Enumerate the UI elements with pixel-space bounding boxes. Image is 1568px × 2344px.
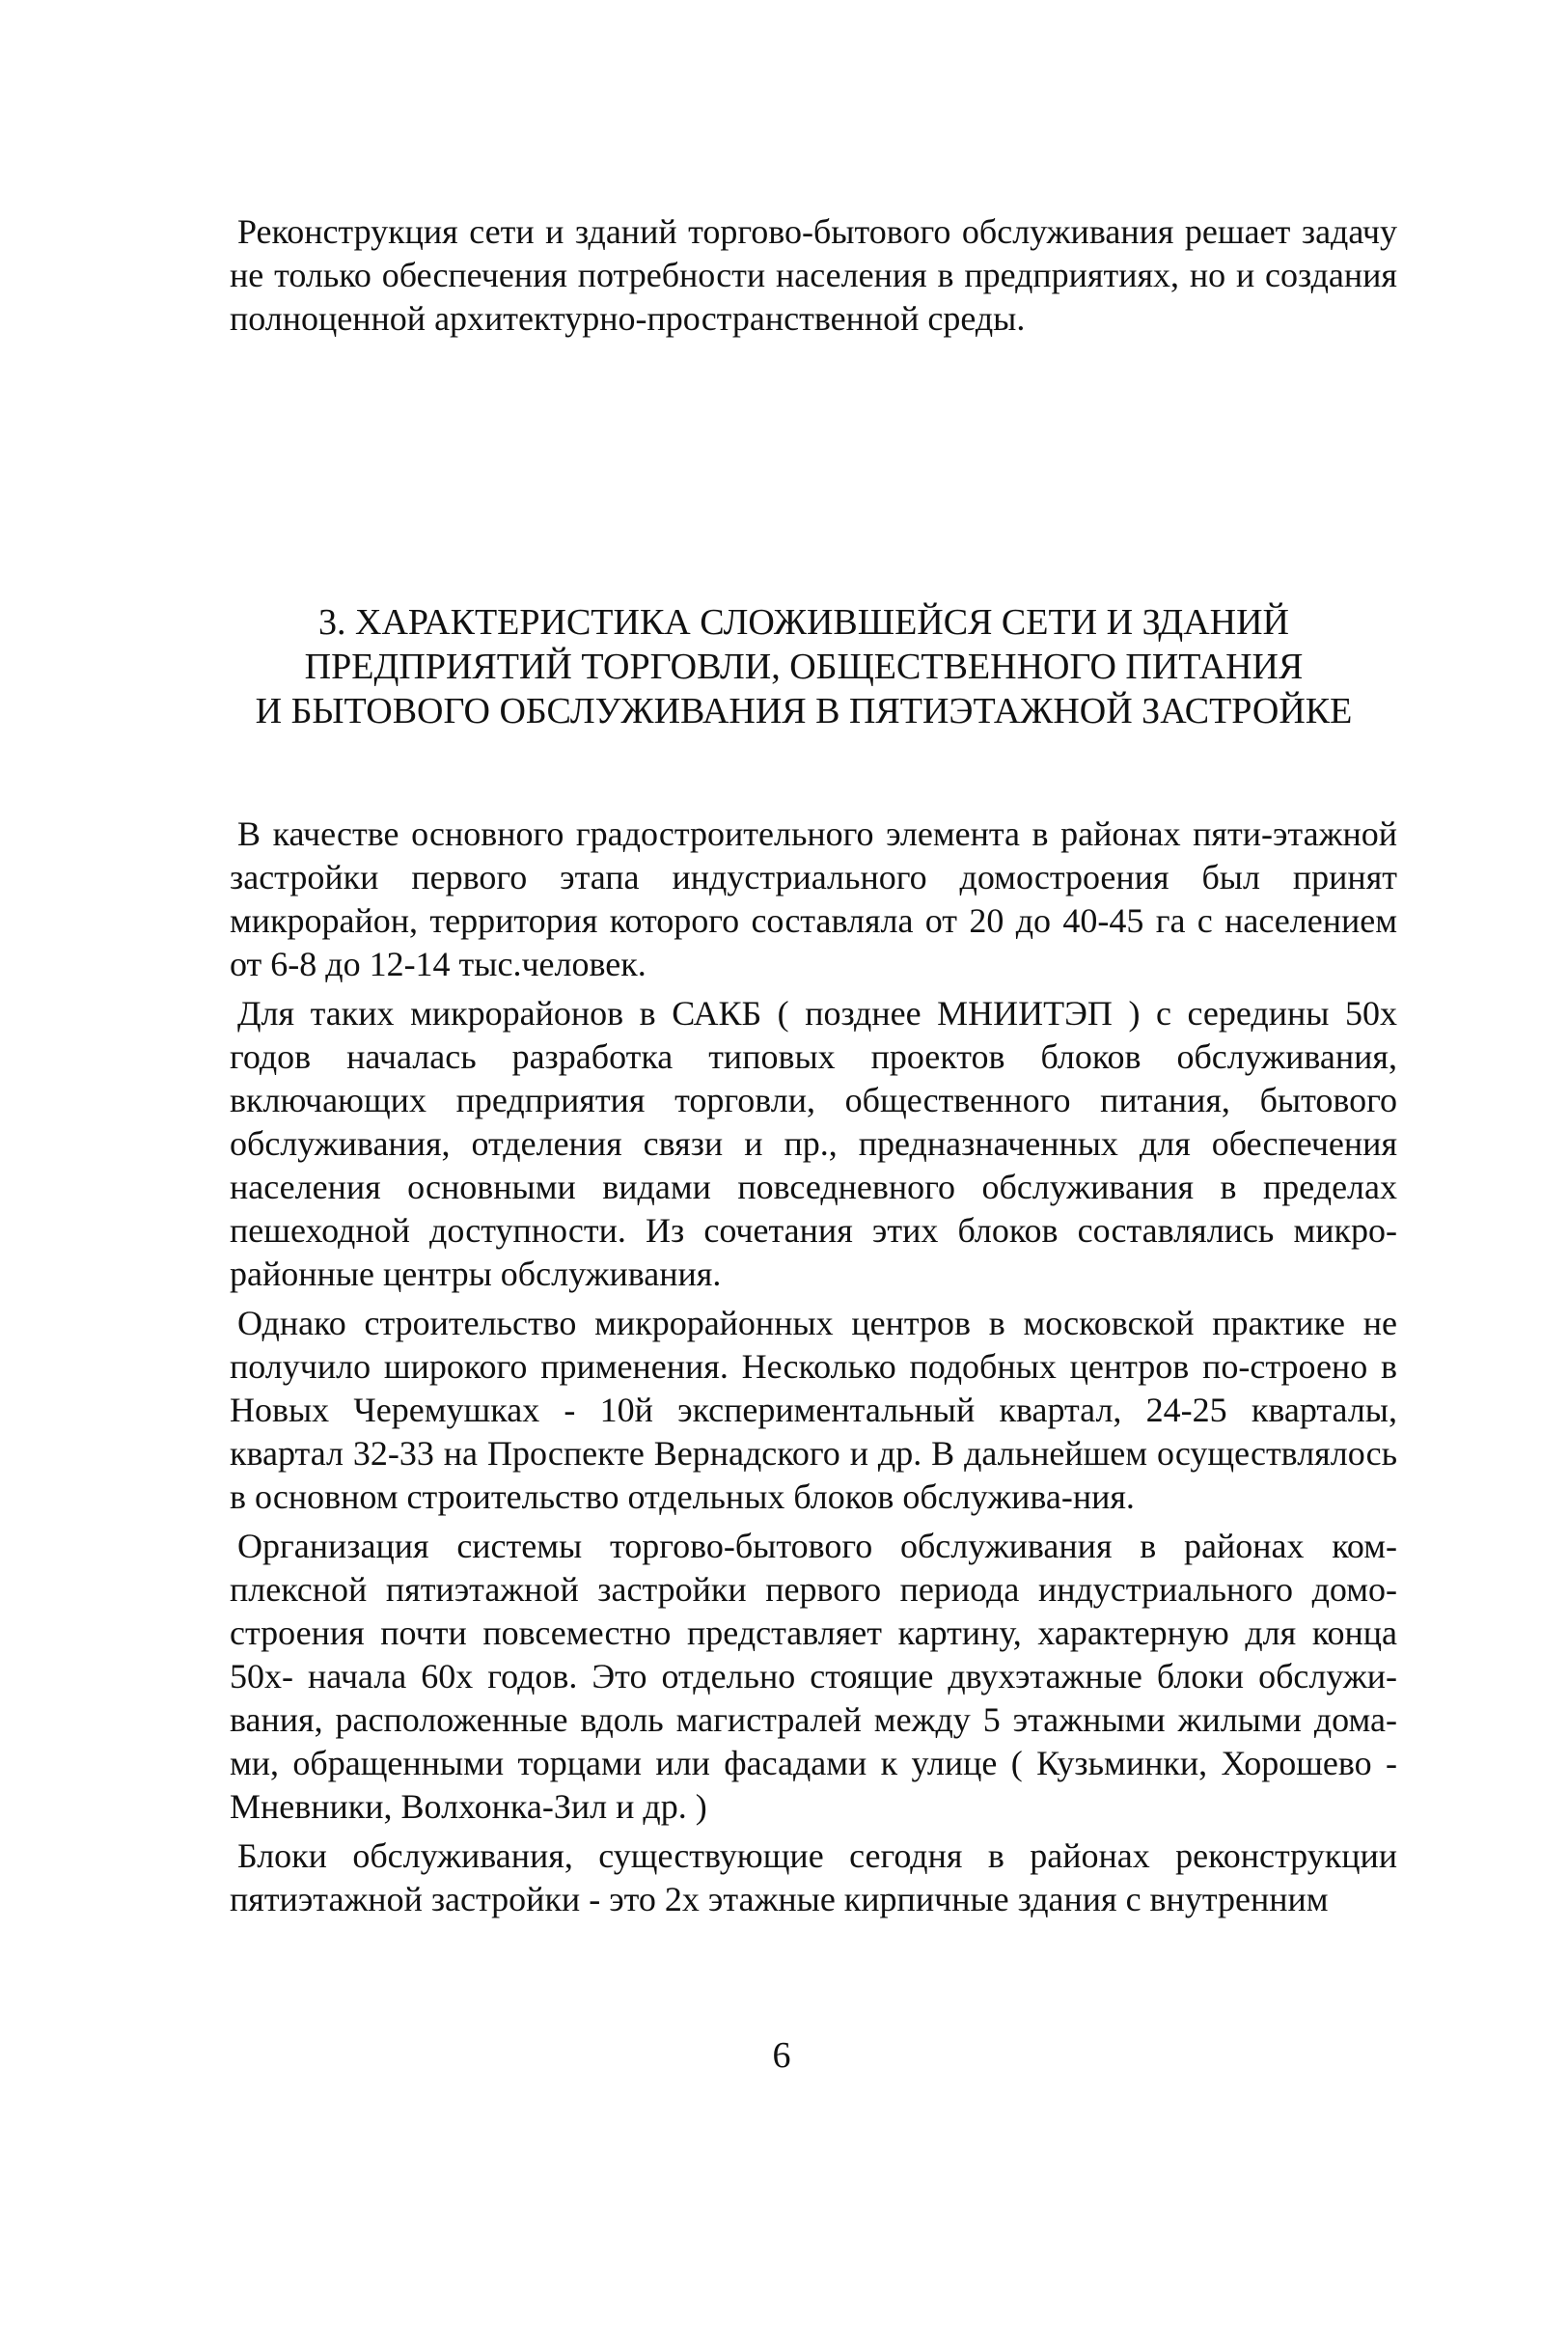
heading-line-1: 3. ХАРАКТЕРИСТИКА СЛОЖИВШЕЙСЯ СЕТИ И ЗДАНИЙ xyxy=(318,602,1289,643)
page-number: 6 xyxy=(772,2035,791,2076)
intro-paragraph: Реконструкция сети и зданий торгово-бытового обслуживания решает задачу не только обеспечения потребности населения в предприятиях, но и создания полноценной архитектурно-пространственной среды. xyxy=(230,212,1397,338)
heading-line-3: И БЫТОВОГО ОБСЛУЖИВАНИЯ В ПЯТИЭТАЖНОЙ ЗАСТРОЙКЕ xyxy=(255,691,1353,731)
paragraph: В качестве основного градостроительного элемента в районах пяти-этажной застройки первого этапа индустриального домостроения был принят микрорайон, территория которого составляла от 20 до 40-45 га с населением от 6-8 до 12-14 тыс.человек. xyxy=(230,814,1397,983)
section-heading xyxy=(210,600,1397,733)
paragraph: Организация системы торгово-бытового обслуживания в районах ком-плексной пятиэтажной застройки первого периода индустриального домо-строения почти повсеместно представляет картину, характерную для конца 50х- начала 60х годов. Это отдельно стоящие двухэтажные блоки обслужи-вания, расположенные вдоль магистралей между 5 этажными жилыми дома-ми, обращенными торцами или фасадами к улице ( Кузьминки, Хорошево - Мневники, Волхонка-Зил и др. ) xyxy=(230,1527,1397,1826)
paragraph: Однако строительство микрорайонных центров в московской практике не получило широкого применения. Несколько подобных центров по-строено в Новых Черемушках - 10й экспериментальный квартал, 24-25 кварталы, квартал 32-33 на Проспекте Вернадского и др. В дальнейшем осуществлялось в основном строительство отдельных блоков обслужива-ния. xyxy=(230,1304,1397,1516)
heading-line-2: ПРЕДПРИЯТИЙ ТОРГОВЛИ, ОБЩЕСТВЕННОГО ПИТАНИЯ xyxy=(304,647,1304,687)
section-body xyxy=(230,813,1397,1927)
paragraph: Для таких микрорайонов в САКБ ( позднее МНИИТЭП ) с середины 50х годов началась разработка типовых проектов блоков обслуживания, включающих предприятия торговли, общественного питания, бытового обслуживания, отделения связи и пр., предназначенных для обеспечения населения основными видами повседневного обслуживания в пределах пешеходной доступности. Из сочетания этих блоков составлялись микро-районные центры обслуживания. xyxy=(230,994,1397,1293)
paragraph: Блоки обслуживания, существующие сегодня в районах реконструкции пятиэтажной застройки - это 2х этажные кирпичные здания с внутренним xyxy=(230,1836,1397,1918)
